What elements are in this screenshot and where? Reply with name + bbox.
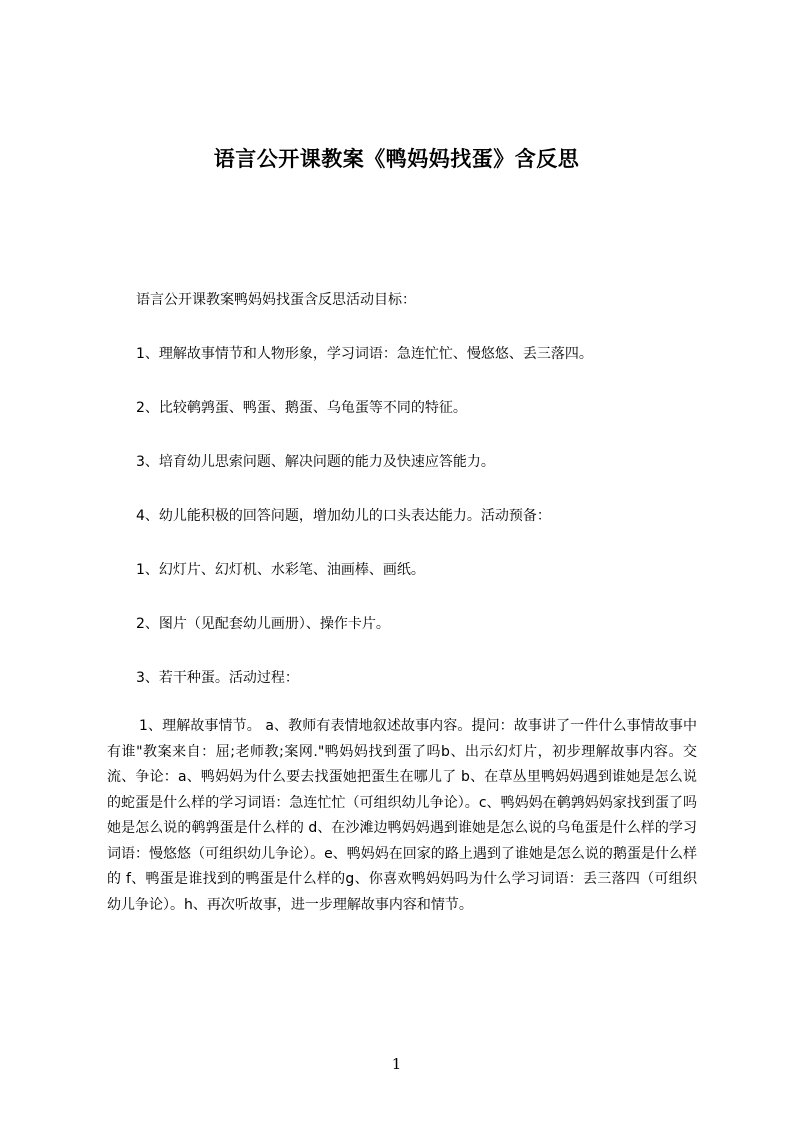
process-paragraph (107, 714, 697, 918)
text-line: 4、幼儿能积极的回答问题，增加幼儿的口头表达能力。活动预备： (136, 508, 551, 524)
text-line: 语言公开课教案鸭妈妈找蛋含反思活动目标： (136, 292, 416, 308)
text-line: 2、比较鹌鹑蛋、鸭蛋、鹅蛋、乌龟蛋等不同的特征。 (136, 400, 467, 416)
text-line: 1、幻灯片、幻灯机、水彩笔、油画棒、画纸。 (136, 562, 425, 578)
text-line: 1、理解故事情节和人物形象，学习词语：急连忙忙、慢悠悠、丢三落四。 (136, 346, 593, 362)
paragraph-text: 1、理解故事情节。 a、教师有表情地叙述故事内容。提问：故事讲了一件什么事情故事中有谁"教案来自：屈;老师教;案网."鸭妈妈找到蛋了吗b、出示幻灯片，初步理解故事内容。交流、争论：a、鸭妈妈为什么要去找蛋她把蛋生在哪儿了 b、在草丛里鸭妈妈遇到谁她是怎么说的蛇蛋是什么样的学习词语：急连忙忙（可组织幼儿争论）。c、鸭妈妈在鹌鹑妈妈家找到蛋了吗她是怎么说的鹌鹑蛋是什么样的 d、在沙滩边鸭妈妈遇到谁她是怎么说的乌龟蛋是什么样的学习词语：慢悠悠（可组织幼儿争论）。e、鸭妈妈在回家的路上遇到了谁她是怎么说的鹅蛋是什么样的 f、鸭蛋是谁找到的鸭蛋是什么样的g、你喜欢鸭妈妈吗为什么学习词语：丢三落四（可组织幼儿争论）。h、再次听故事，进一步理解故事内容和情节。 (107, 718, 697, 913)
text-line: 3、培育幼儿思索问题、解决问题的能力及快速应答能力。 (136, 454, 495, 470)
text-line: 2、图片（见配套幼儿画册）、操作卡片。 (136, 616, 390, 632)
objectives-list (136, 290, 756, 722)
text-line: 3、若干种蛋。活动过程： (136, 670, 299, 686)
page-number: 1 (391, 1055, 402, 1073)
document-title: 语言公开课教案《鸭妈妈找蛋》含反思 (213, 147, 580, 171)
